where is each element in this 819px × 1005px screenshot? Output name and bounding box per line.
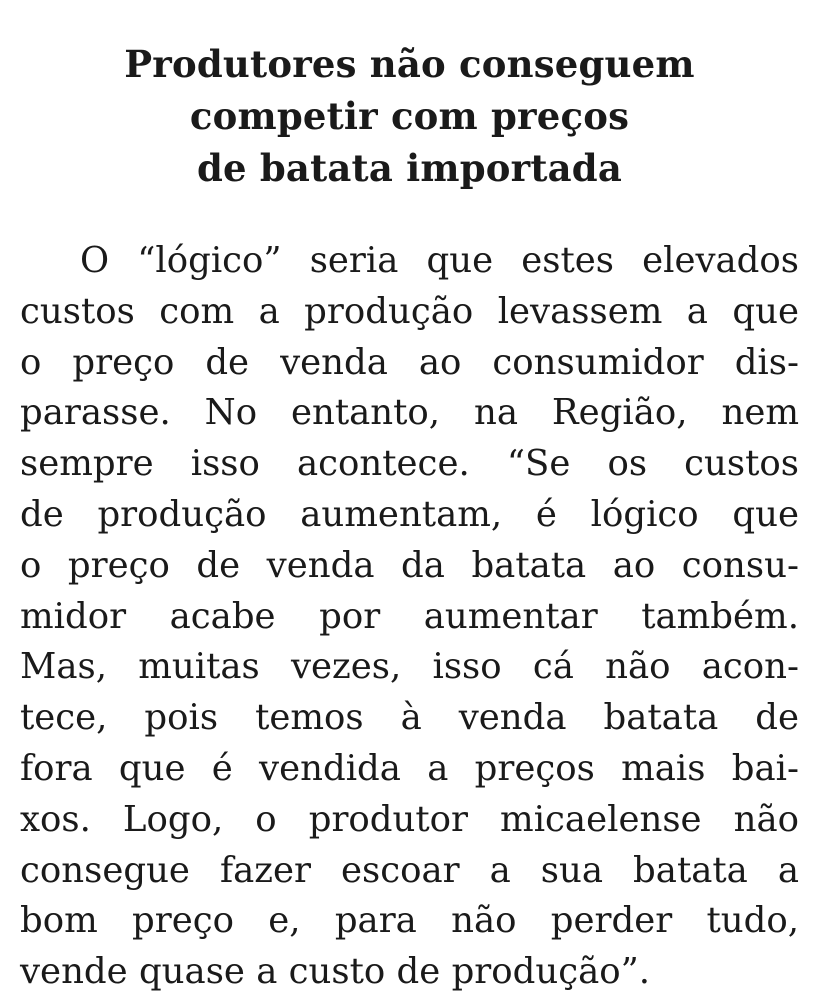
body-line: o preço de venda da batata ao consu- (20, 544, 799, 586)
headline-line: de batata importada (196, 146, 623, 190)
body-line: vende quase a custo de produção”. (20, 951, 651, 993)
headline-line: competir com preços (189, 94, 630, 138)
headline-line: Produtores não conseguem (124, 42, 695, 86)
body-line: custos com a produção levassem a que (20, 290, 799, 332)
body-line: o preço de venda ao consumidor dis- (20, 341, 799, 383)
body-line: Mas, muitas vezes, isso cá não acon- (20, 646, 799, 688)
body-line: tece, pois temos à venda batata de (20, 697, 799, 739)
body-line: de produção aumentam, é lógico que (20, 493, 799, 535)
body-line: midor acabe por aumentar também. (20, 595, 799, 637)
body-line: bom preço e, para não perder tudo, (20, 900, 799, 942)
article-headline (20, 38, 799, 194)
body-line: consegue fazer escoar a sua batata a (20, 849, 799, 891)
body-line: xos. Logo, o produtor micaelense não (20, 798, 799, 840)
article-body-paragraph (20, 236, 799, 998)
body-line: O “lógico” seria que estes elevados (80, 240, 799, 281)
body-line: parasse. No entanto, na Região, nem (20, 392, 799, 434)
news-article (20, 0, 799, 1005)
body-line: sempre isso acontece. “Se os custos (20, 443, 799, 485)
body-line: fora que é vendida a preços mais bai- (20, 747, 799, 789)
